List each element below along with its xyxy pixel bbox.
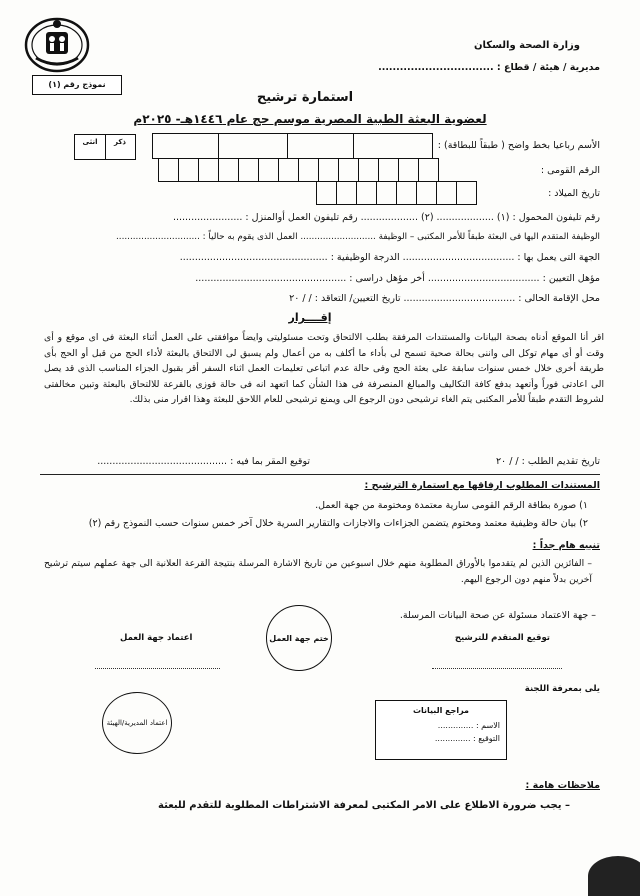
form-title: استمارة ترشيح	[256, 90, 354, 105]
workplace-approval-label: اعتماد جهة العمل	[120, 633, 193, 643]
document-item: ٢) بيان حالة وظيفية معتمد ومختوم يتضمن الجزاءات والاجازات والتقارير السرية خلال آخر خمس سنوات حسب النموذج رقم (٢)	[88, 518, 588, 529]
applicant-signature-line[interactable]	[432, 668, 562, 669]
declarant-signature[interactable]: توقيع المقر بما فيه : ...........................................	[97, 456, 310, 467]
committee-label: يلى بمعرفة اللجنة	[524, 684, 600, 694]
notes-heading: تنبيه هام جداً :	[532, 540, 600, 551]
form-subtitle: لعضوية البعثة الطبية المصرية موسم حج عام ١٤٤٦هـ- ٢٠٢٥م	[133, 112, 487, 126]
birth-date-cells[interactable]	[316, 181, 477, 203]
bullet-icon: –	[584, 558, 593, 569]
job-line[interactable]: الوظيفة المتقدم اليها فى البعثة طبقاً للأمر المكتبى – الوظيفة ........................... العمل الذى يقوم به حالياً : ..............................	[115, 232, 600, 242]
mobile-line[interactable]: رقم تليفون المحمول : (١) ................... (٢) ................... رقم تليفون العمل أوالمنزل : .......................	[172, 212, 600, 223]
directorate-line: مديرية / هيئة / قطاع : ................................	[378, 62, 600, 73]
applicant-signature-label: توقيع المتقدم للترشيح	[454, 633, 550, 643]
ministry-name: وزارة الصحة والسكان	[473, 40, 580, 51]
remarks-item: – يجب ضرورة الاطلاع على الامر المكتبى لمعرفة الاشتراطات المطلوبة للتقدم للبعثة	[158, 800, 570, 811]
form-number-box: نموذج رقم (١)	[32, 75, 122, 95]
documents-heading: المستندات المطلوب ارفاقها مع استمارة الترشيح :	[364, 480, 600, 491]
workplace-approval-line[interactable]	[95, 668, 220, 669]
reviewer-sign[interactable]: التوقيع : ..............	[434, 734, 500, 743]
bullet-icon: –	[588, 610, 596, 621]
corner-mark	[588, 856, 640, 896]
remarks-heading: ملاحظات هامة :	[525, 780, 600, 791]
gender-female-box[interactable]: انثى	[74, 134, 106, 160]
national-id-cells[interactable]	[158, 158, 439, 180]
birth-date-label: تاريخ الميلاد :	[548, 188, 600, 199]
submit-date[interactable]: تاريخ تقديم الطلب : / / ٢٠	[495, 456, 600, 467]
name-label: الأسم رباعيا بخط واضح ( طبقاً للبطاقة) :	[437, 140, 600, 151]
reviewer-box: مراجع البيانات الاسم : .............. التوقيع : ..............	[375, 700, 507, 760]
note-item: – جهة الاعتماد مسئولة عن صحة البيانات المرسلة.	[399, 610, 596, 621]
declaration-text: اقر أنا الموقع أدناه بصحة البيانات والمستندات المرفقة بطلب الالتحاق وتحت مسئوليتى وايضاً موافقتى على العمل أثناء البعثة فى اى موقع و أى وقت أو أى مهام توكل الى واننى بحالة صحية تسمح لى بأداء ما أكلف به من أعمال ولم يسبق لى الالتحاق بالبعثة لأداء الحج من قبل أو الحج بأى طريقة أخرى خلال خمس سنوات سابقة على بعثة الحج وفى حالة عدم اتباعى تعليمات العمل اثناء السفر أقر بقبول الجزاء المناسب الذى قد يصل الى اعادتى فوراً وأتعهد بدفع كافة التكاليف والمبالغ المنصرفة فى هذا الشأن كما اتعهد انه فى حالة فوزى بالقرعة للالتحاق بالبعثة وتبين مخالفتى لشروط التقدم طبقاً للأمر المكتبى يتم الغاء ترشيحى دون الرجوع الى ويمنع ترشيحى للعام اللاحق للبعثة وهذا اقرار منى بذلك.	[44, 332, 604, 405]
name-cells[interactable]	[152, 133, 433, 157]
declaration-heading: إقــــرار	[288, 311, 332, 324]
note-item: – الفائزين الذين لم يتقدموا بالأوراق المطلوبة منهم خلال اسبوعين من تاريخ الاشارة المرسلة بنتيجة القرعة العلانية الى جهة عملهم سيتم ترشيح آخرين بدلاً منهم دون الرجوع اليهم.	[44, 558, 593, 585]
directorate-stamp: اعتماد المديرية/الهيئة	[102, 692, 172, 754]
document-item: ١) صورة بطاقة الرقم القومى سارية معتمدة ومختومة من جهة العمل.	[315, 500, 588, 511]
appointment-line[interactable]: مؤهل التعيين : ..................................... أخر مؤهل دراسى : ..................................................	[195, 273, 600, 284]
workplace-stamp: ختم جهة العمل	[266, 605, 332, 671]
workplace-line[interactable]: الجهة التى يعمل بها : ..................................... الدرجة الوظيفية : .................................................	[179, 252, 600, 263]
national-id-label: الرقم القومى :	[540, 165, 600, 176]
reviewer-name[interactable]: الاسم : ..............	[437, 721, 500, 730]
residence-line[interactable]: محل الإقامة الحالى : ..................................... تاريخ التعيين/ التعاقد : / / ٢٠	[289, 293, 600, 304]
gender-male-box[interactable]: ذكر	[104, 134, 136, 160]
divider	[40, 474, 600, 475]
ministry-logo	[22, 14, 92, 76]
